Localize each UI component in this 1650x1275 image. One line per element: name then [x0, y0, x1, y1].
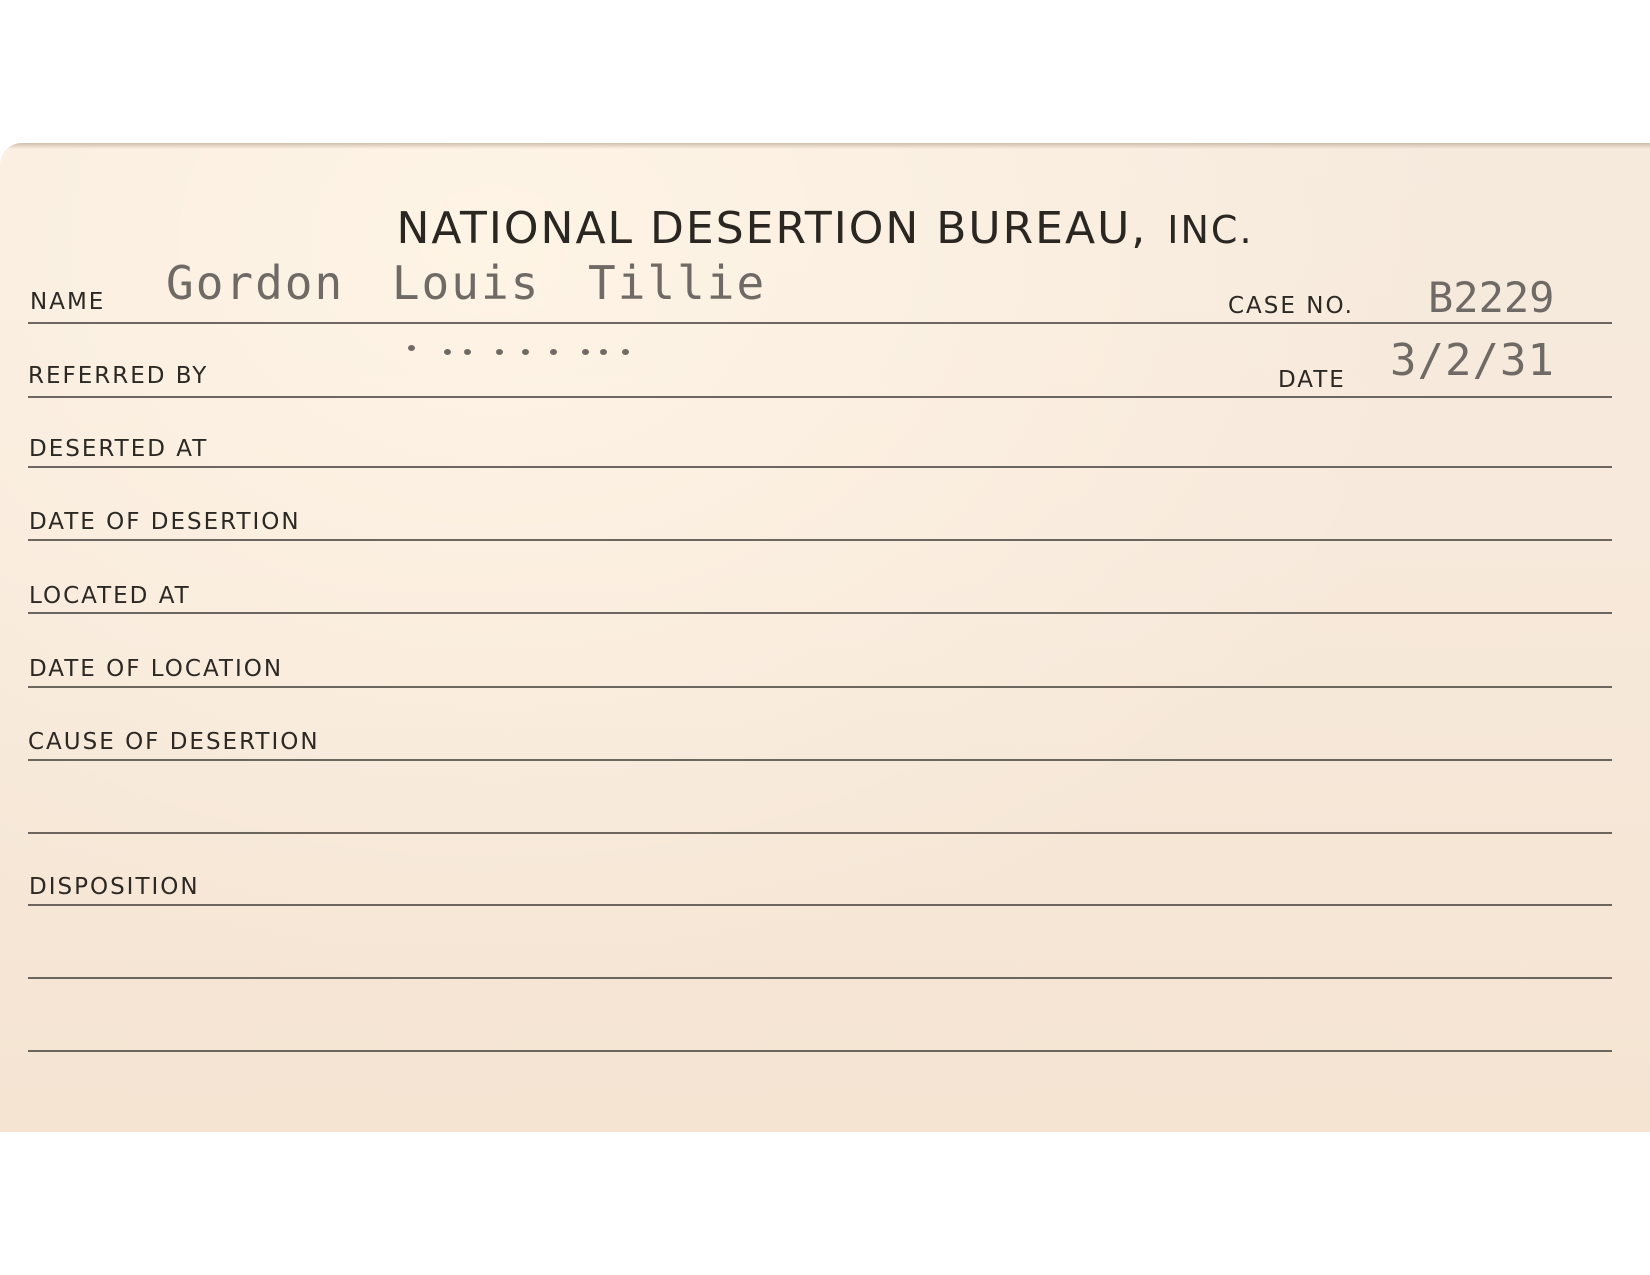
- date-of-desertion-label: DATE OF DESERTION: [29, 509, 301, 535]
- deserted-at-line: [28, 466, 1612, 468]
- index-card: [0, 143, 1650, 1132]
- disposition-label: DISPOSITION: [29, 874, 200, 900]
- cause-of-desertion-label: CAUSE OF DESERTION: [28, 729, 320, 755]
- referred-by-label: REFERRED BY: [28, 363, 209, 389]
- cause-of-desertion-line-2: [28, 832, 1612, 834]
- disposition-line: [28, 904, 1612, 906]
- name-value: Gordon Louis Tillie: [166, 256, 767, 310]
- located-at-line: [28, 612, 1612, 614]
- date-value: 3/2/31: [1390, 335, 1555, 386]
- cause-of-desertion-line: [28, 759, 1612, 761]
- title-suffix: INC.: [1167, 208, 1254, 252]
- deserted-at-label: DESERTED AT: [29, 436, 209, 462]
- date-of-location-line: [28, 686, 1612, 688]
- referred-by-line: [28, 396, 1612, 398]
- disposition-line-3: [28, 1050, 1612, 1052]
- referred-by-smudged-text: [400, 343, 660, 363]
- case-no-value: B2229: [1428, 273, 1555, 322]
- date-of-location-label: DATE OF LOCATION: [29, 656, 284, 682]
- date-of-desertion-line: [28, 539, 1612, 541]
- name-line: [28, 322, 1612, 324]
- date-label: DATE: [1278, 367, 1346, 393]
- card-title: [0, 203, 1650, 254]
- title-text: NATIONAL DESERTION BUREAU,: [396, 203, 1148, 254]
- case-no-label: CASE NO.: [1228, 293, 1354, 319]
- name-label: NAME: [30, 289, 106, 315]
- located-at-label: LOCATED AT: [29, 583, 191, 609]
- disposition-line-2: [28, 977, 1612, 979]
